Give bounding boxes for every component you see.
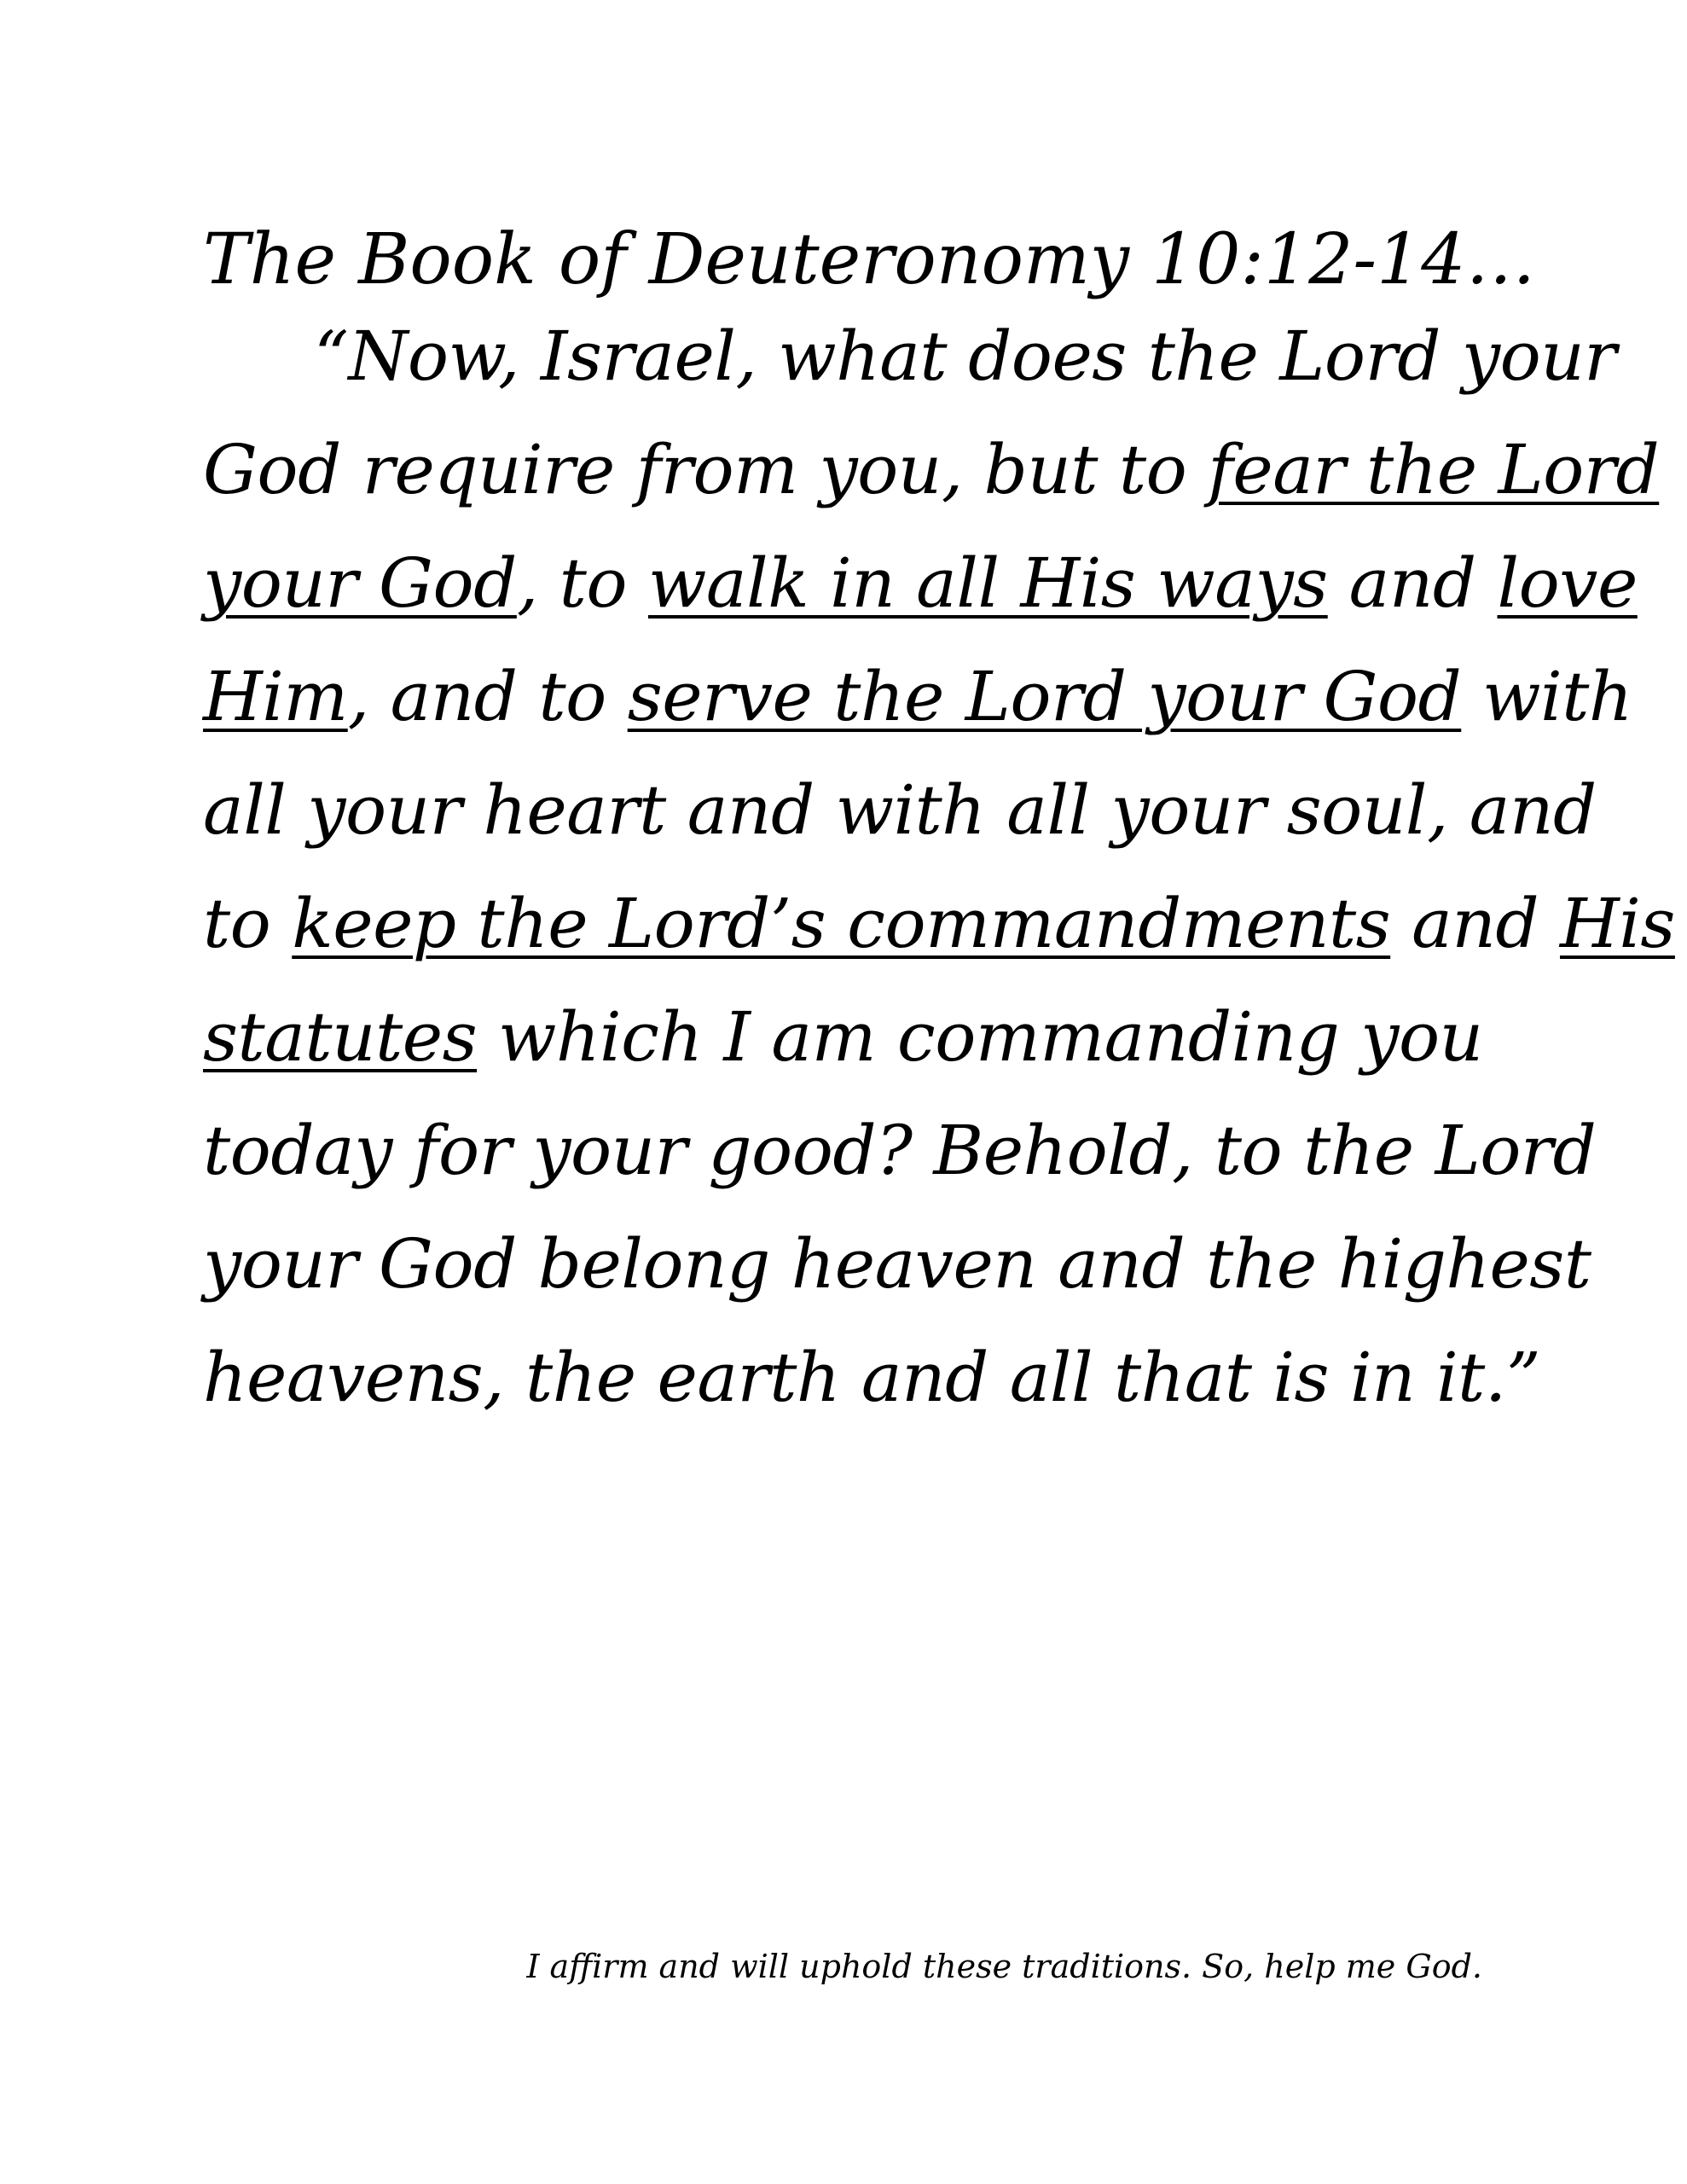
- underlined-phrase: His: [1560, 884, 1675, 963]
- passage-text: which I am commanding you: [477, 997, 1483, 1077]
- underlined-phrase: fear the Lord: [1208, 430, 1660, 509]
- underlined-phrase: Him: [203, 657, 348, 736]
- passage-text: to: [203, 884, 293, 963]
- passage-text: and: [1327, 543, 1498, 623]
- passage-line: [203, 1335, 1540, 1420]
- underlined-phrase: statutes: [203, 997, 478, 1077]
- passage-text: heavens, the earth and all that is in it.”: [203, 1338, 1541, 1417]
- passage-line: [203, 1222, 1591, 1307]
- passage-line: [203, 881, 1675, 967]
- passage-line: [203, 427, 1659, 513]
- underlined-phrase: love: [1497, 543, 1638, 623]
- underlined-phrase: your God: [203, 543, 517, 623]
- underlined-phrase: keep the Lord’s commandments: [292, 884, 1391, 963]
- passage-line: [203, 768, 1597, 853]
- passage-line: [314, 314, 1616, 399]
- passage-text: , and to: [347, 657, 628, 736]
- passage-text: with: [1461, 657, 1632, 736]
- passage-line: [203, 654, 1632, 740]
- underlined-phrase: walk in all His ways: [647, 543, 1328, 623]
- passage-line: [203, 541, 1638, 626]
- underlined-phrase: serve the Lord your God: [627, 657, 1462, 736]
- passage-text: “Now, Israel, what does the Lord your: [314, 317, 1617, 396]
- passage-text: God require from you, but to: [203, 430, 1209, 509]
- passage-text: and: [1390, 884, 1560, 963]
- passage-text: your God belong heaven and the highest: [203, 1224, 1591, 1304]
- passage-text: today for your good? Behold, to the Lord: [203, 1111, 1597, 1190]
- passage-text: , to: [516, 543, 648, 623]
- document-heading: The Book of Deuteronomy 10:12-14…: [203, 219, 1536, 300]
- passage-text: all your heart and with all your soul, and: [203, 770, 1597, 850]
- passage-line: [203, 995, 1483, 1080]
- closing-affirmation: I affirm and will uphold these traditions. So, help me God.: [526, 1948, 1482, 1985]
- passage-line: [203, 1108, 1596, 1194]
